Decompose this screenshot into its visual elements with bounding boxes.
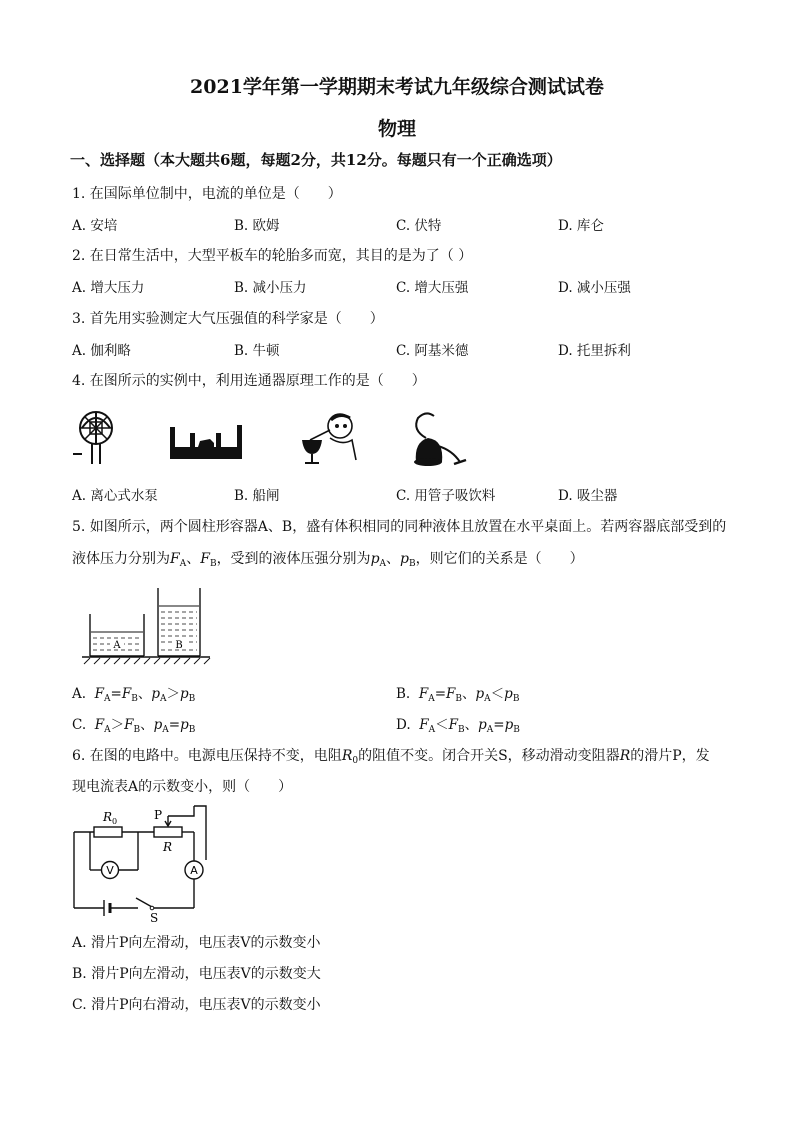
q4-option-b: B. 船闸 bbox=[234, 488, 280, 504]
q5-option-b: B. $F_A=F_B$、$p_A<p_B$ bbox=[396, 686, 520, 704]
q5-text-a: 液体压力分别为 bbox=[72, 551, 170, 567]
q2-option-b: B. 减小压力 bbox=[234, 280, 307, 296]
q2-option-c: C. 增大压强 bbox=[396, 280, 469, 296]
voltmeter-label: V bbox=[106, 864, 114, 877]
ammeter-label: A bbox=[190, 864, 198, 877]
containers-figure bbox=[82, 586, 210, 664]
vacuum-cleaner-figure bbox=[408, 410, 466, 468]
drinking-straw-figure bbox=[300, 410, 360, 468]
question-5-stem-line1: 5. 如图所示，两个圆柱形容器A、B，盛有体积相同的同种液体且放置在水平桌面上。若两容器底部受到的 bbox=[72, 519, 727, 535]
q1-option-c: C. 伏特 bbox=[396, 218, 442, 234]
circuit-label-r: R bbox=[163, 840, 173, 854]
q4-option-a: A. 离心式水泵 bbox=[72, 488, 158, 504]
q5-option-c: C. $F_A>F_B$、$p_A=p_B$ bbox=[72, 717, 196, 735]
q6-option-b: B. 滑片P向左滑动，电压表V的示数变大 bbox=[72, 966, 321, 982]
q2-option-d: D. 减小压强 bbox=[558, 280, 631, 296]
question-5-stem-line2: 液体压力分别为$F_A$、$F_B$，受到的液体压强分别为$p_A$、$p_B$，则它们的关系是（ ） bbox=[72, 551, 584, 569]
circuit-label-p: P bbox=[154, 808, 163, 822]
q4-option-c: C. 用管子吸饮料 bbox=[396, 488, 496, 504]
subject-title: 物理 bbox=[377, 118, 416, 140]
container-a-label: A bbox=[113, 640, 121, 651]
q3-option-b: B. 牛顿 bbox=[234, 343, 280, 359]
q1-option-b: B. 欧姆 bbox=[234, 218, 280, 234]
container-b-label: B bbox=[175, 640, 183, 651]
ship-lock-figure bbox=[170, 423, 242, 459]
q2-option-a: A. 增大压力 bbox=[72, 280, 145, 296]
switch-label: S bbox=[150, 911, 159, 925]
question-2-stem: 2. 在日常生活中，大型平板车的轮胎多而宽，其目的是为了（ ） bbox=[72, 248, 473, 264]
q4-option-d: D. 吸尘器 bbox=[558, 488, 618, 504]
q3-option-c: C. 阿基米德 bbox=[396, 343, 469, 359]
q5-option-a: A. $F_A=F_B$、$p_A>p_B$ bbox=[72, 686, 196, 704]
exam-title: 2021学年第一学期期末考试九年级综合测试试卷 bbox=[190, 76, 604, 98]
q3-option-d: D. 托里拆利 bbox=[558, 343, 631, 359]
q6-option-c: C. 滑片P向右滑动，电压表V的示数变小 bbox=[72, 997, 321, 1013]
section-heading: 一、选择题（本大题共6题，每题2分，共12分。每题只有一个正确选项） bbox=[70, 151, 562, 169]
circuit-diagram bbox=[70, 802, 220, 925]
question-1-stem: 1. 在国际单位制中，电流的单位是（ ） bbox=[72, 186, 342, 202]
q5-option-d: D. $F_A<F_B$、$p_A=p_B$ bbox=[396, 717, 520, 735]
question-6-stem-line1: 6. 在图的电路中。电源电压保持不变，电阻$R_0$的阻值不变。闭合开关S，移动滑动变阻器R的滑片P，发 bbox=[72, 748, 710, 766]
question-4-stem: 4. 在图所示的实例中，利用连通器原理工作的是（ ） bbox=[72, 373, 426, 389]
q1-option-a: A. 安培 bbox=[72, 218, 118, 234]
q3-option-a: A. 伽利略 bbox=[72, 343, 131, 359]
centrifugal-pump-figure bbox=[72, 402, 122, 464]
q5-text-b: ，受到的液体压强分别为 bbox=[216, 551, 371, 567]
q5-text-c: ，则它们的关系是（ ） bbox=[415, 551, 584, 567]
q6-option-a: A. 滑片P向左滑动，电压表V的示数变小 bbox=[72, 935, 321, 951]
question-3-stem: 3. 首先用实验测定大气压强值的科学家是（ ） bbox=[72, 311, 384, 327]
q1-option-d: D. 库仑 bbox=[558, 218, 604, 234]
question-6-stem-line2: 现电流表A的示数变小，则（ ） bbox=[72, 779, 293, 795]
circuit-label-r0: $R_0$ bbox=[103, 810, 118, 826]
